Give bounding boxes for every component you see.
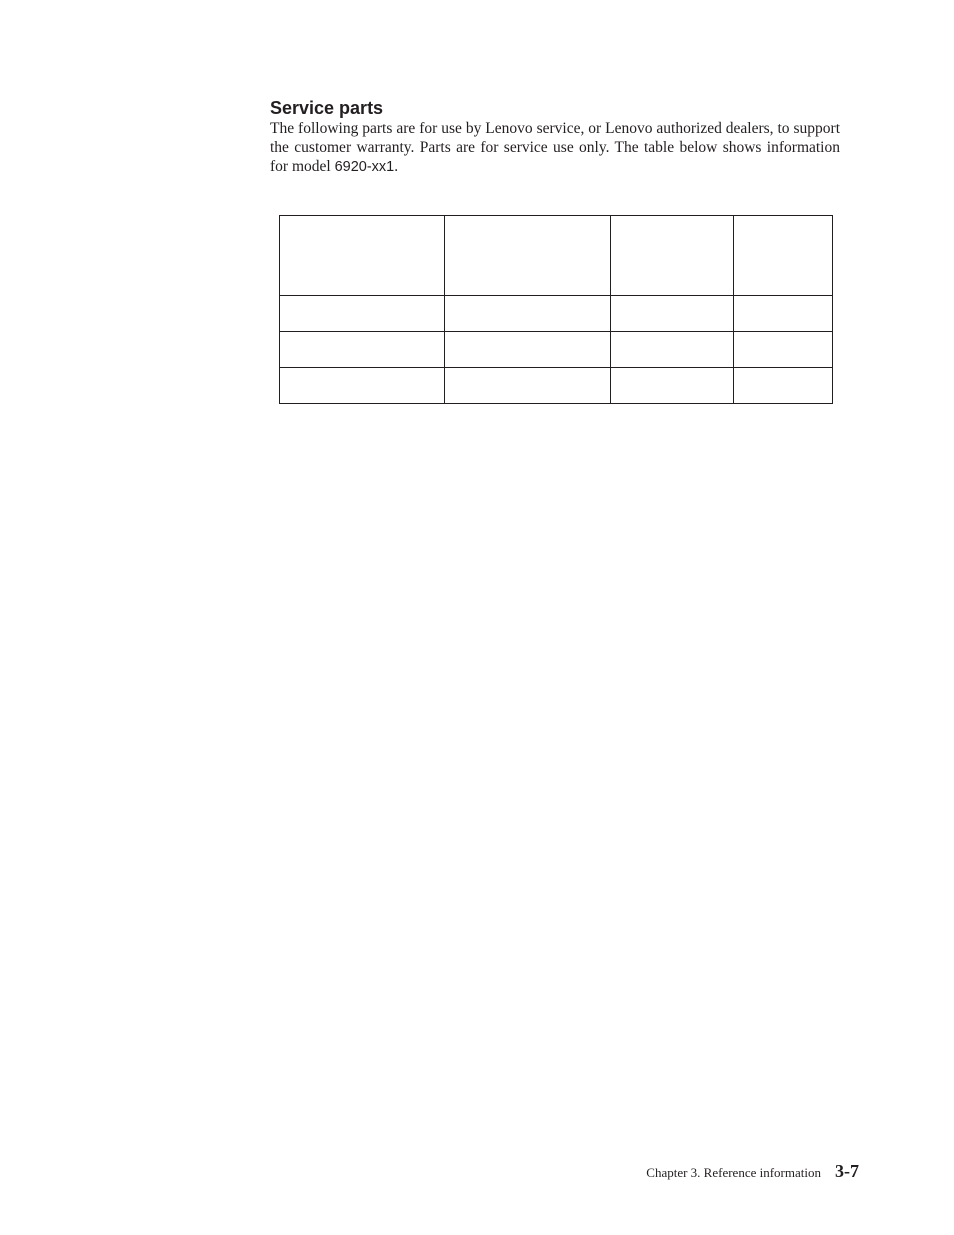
table-header-row bbox=[280, 216, 833, 296]
table-cell bbox=[734, 332, 833, 368]
table-cell bbox=[611, 332, 734, 368]
table-header-cell bbox=[734, 216, 833, 296]
table-cell bbox=[280, 332, 445, 368]
intro-end: . bbox=[394, 158, 399, 175]
table-cell bbox=[280, 296, 445, 332]
service-parts-table bbox=[279, 215, 833, 404]
table-row bbox=[280, 296, 833, 332]
table-header-cell bbox=[280, 216, 445, 296]
table-row bbox=[280, 368, 833, 404]
table-cell bbox=[734, 296, 833, 332]
table-cell bbox=[445, 296, 611, 332]
table-header-cell bbox=[611, 216, 734, 296]
table-cell bbox=[445, 368, 611, 404]
model-number: 6920-xx1 bbox=[334, 159, 395, 175]
table-cell bbox=[611, 296, 734, 332]
table-header-cell bbox=[445, 216, 611, 296]
intro-paragraph bbox=[270, 119, 840, 177]
table-cell bbox=[611, 368, 734, 404]
table-cell bbox=[445, 332, 611, 368]
section-title: Service parts bbox=[270, 98, 384, 118]
intro-text: The following parts are for use by Lenovo service, or Lenovo authorized dealers, to support the customer warranty. Parts are for service use only. The table below shows information for model bbox=[270, 120, 840, 175]
footer-page-number: 3-7 bbox=[835, 1161, 859, 1181]
page-footer bbox=[646, 1161, 859, 1182]
footer-chapter-title: Chapter 3. Reference information bbox=[646, 1165, 821, 1180]
table-row bbox=[280, 332, 833, 368]
table-cell bbox=[734, 368, 833, 404]
table-cell bbox=[280, 368, 445, 404]
